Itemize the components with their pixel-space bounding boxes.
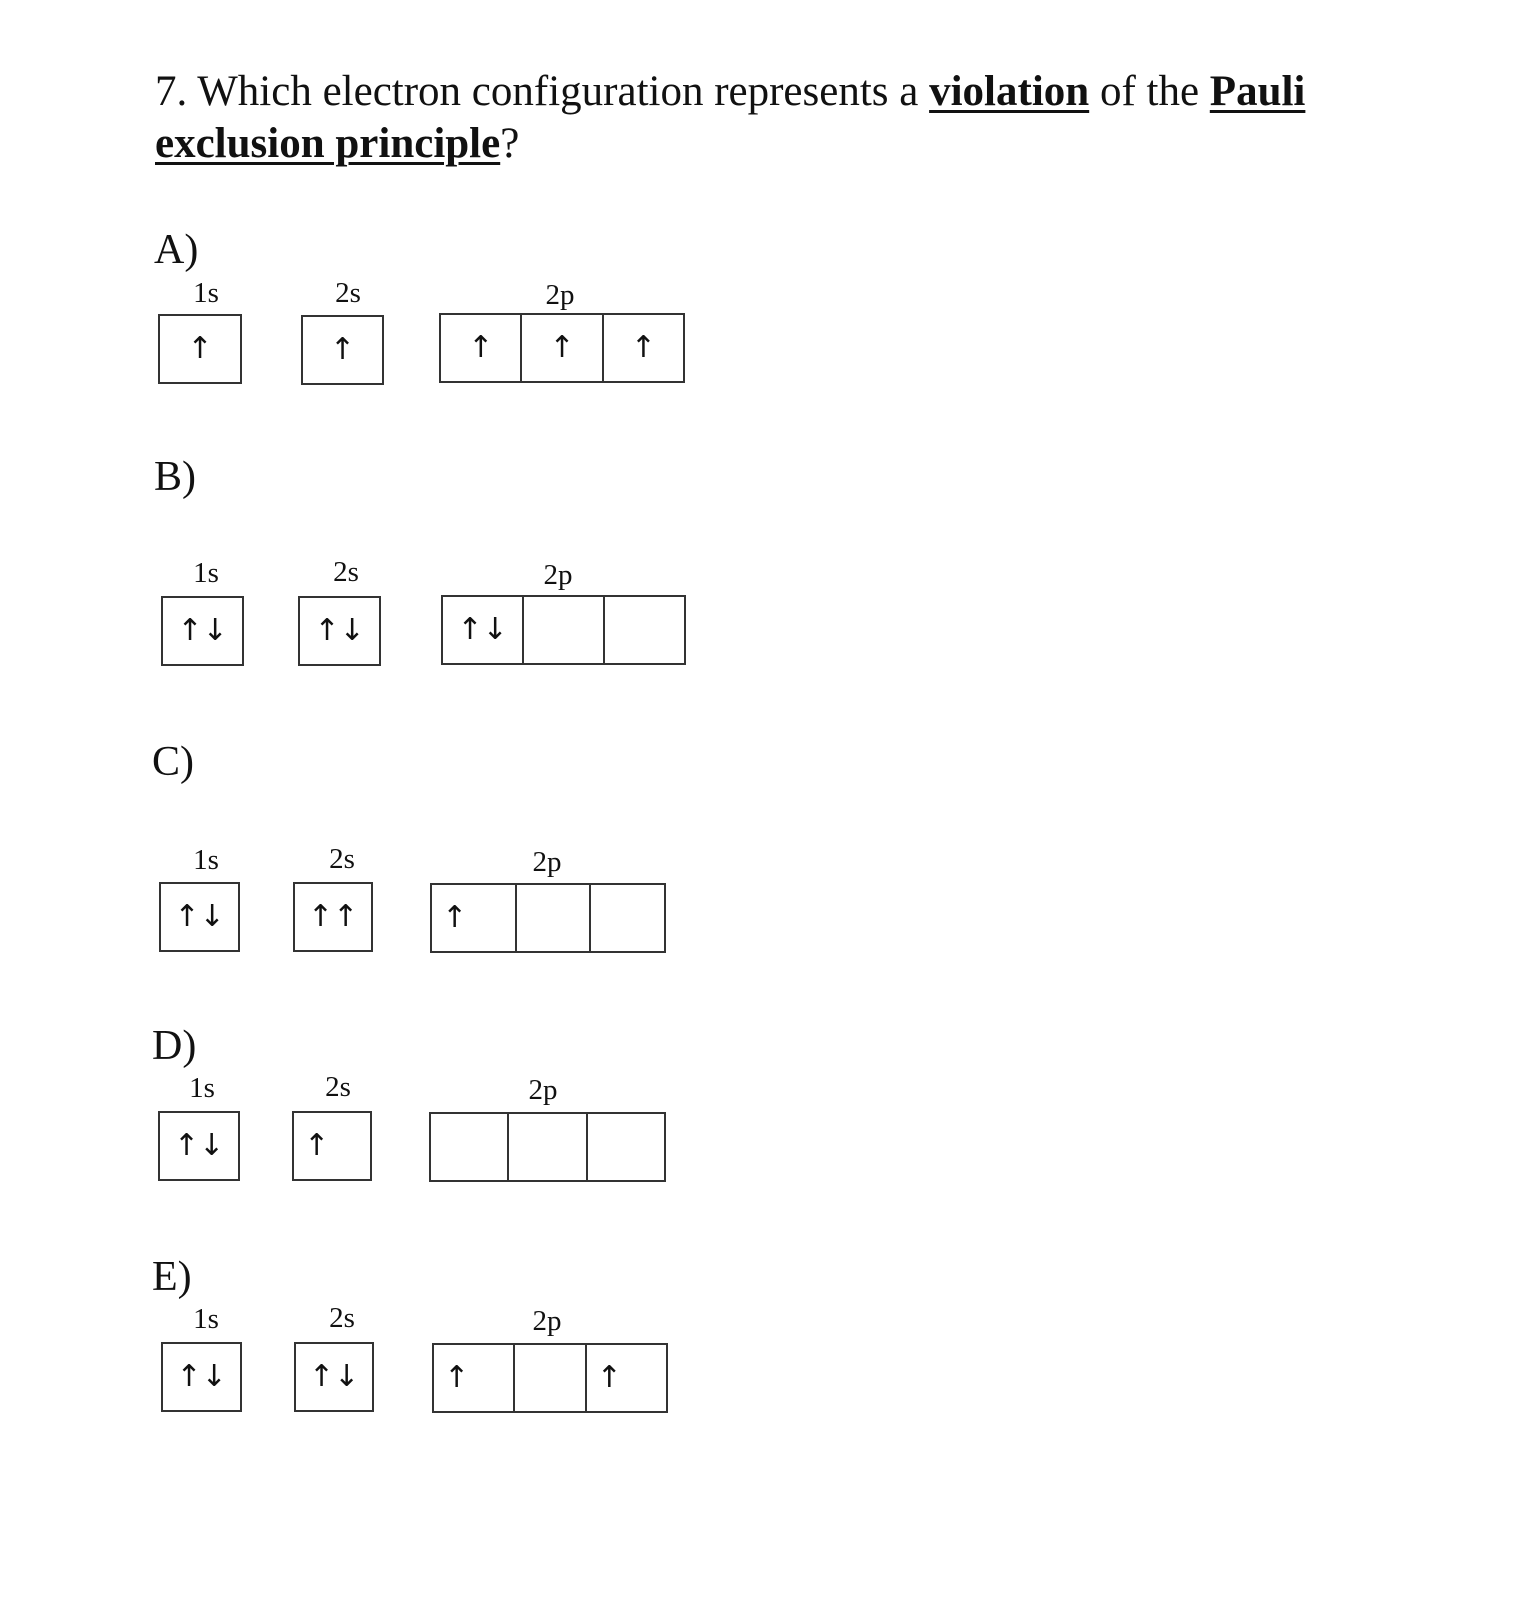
- question-end: ?: [500, 120, 520, 167]
- option-a-2p-cell-1: ↑: [468, 330, 494, 365]
- option-b-2p-orbital-box: [441, 595, 686, 665]
- option-a-2p-orbital-box: [439, 313, 685, 383]
- option-e-letter: E): [152, 1254, 192, 1300]
- option-b-1s-cell: ↑↓: [177, 613, 228, 648]
- emphasis-violation: violation: [929, 68, 1090, 115]
- option-d-2p-orbital-box: [429, 1112, 666, 1182]
- option-e-2s-label: 2s: [329, 1302, 355, 1334]
- option-a-1s-orbital-box: [158, 314, 242, 384]
- option-c-1s-label: 1s: [193, 844, 219, 876]
- option-d-1s-orbital-box: [158, 1111, 240, 1181]
- option-a-1s-label: 1s: [193, 277, 219, 309]
- option-c-2s-label: 2s: [329, 843, 355, 875]
- option-d-letter: D): [152, 1023, 197, 1069]
- option-b-2s-cell: ↑↓: [314, 613, 365, 648]
- option-c-1s-cell: ↑↓: [174, 899, 225, 934]
- option-b-2s-label: 2s: [333, 556, 359, 588]
- option-c-2p-cell-3: [589, 885, 664, 951]
- option-a-2p-cell-3: ↑: [602, 315, 683, 381]
- option-b-2p-cell-1: ↑↓: [457, 612, 508, 647]
- option-a-2p-label: 2p: [545, 279, 575, 311]
- option-a-2s-cell: ↑: [329, 332, 356, 367]
- option-c-letter: C): [152, 739, 194, 785]
- option-e-1s-cell: ↑↓: [176, 1359, 227, 1394]
- option-b-letter: B): [154, 454, 196, 500]
- option-a-2p-cell-2: ↑: [520, 315, 601, 381]
- option-d-1s-cell: ↑↓: [173, 1128, 225, 1163]
- option-c-1s-orbital-box: [159, 882, 240, 952]
- option-e-1s-label: 1s: [193, 1303, 219, 1335]
- option-a-2s-label: 2s: [335, 277, 361, 309]
- option-d-2p-label: 2p: [528, 1074, 558, 1106]
- option-b-2p-cell-3: [603, 597, 684, 663]
- option-b-1s-label: 1s: [193, 557, 219, 589]
- option-e-2p-orbital-box: [432, 1343, 668, 1413]
- option-d-2s-label: 2s: [325, 1071, 351, 1103]
- option-d-2s-cell: ↑: [304, 1128, 330, 1163]
- question-text: [155, 66, 1405, 170]
- option-e-2p-cell-2: [513, 1345, 584, 1411]
- option-d-2s-orbital-box: [292, 1111, 372, 1181]
- option-c-2p-orbital-box: [430, 883, 666, 953]
- option-e-2p-cell-3: ↑: [585, 1345, 666, 1411]
- option-c-2p-cell-2: [515, 885, 590, 951]
- option-c-2s-cell: ↑↑: [307, 899, 359, 934]
- option-a-letter: A): [154, 227, 199, 273]
- option-a-1s-cell: ↑: [187, 331, 213, 366]
- option-c-2p-label: 2p: [532, 846, 562, 878]
- option-e-2s-orbital-box: [294, 1342, 374, 1412]
- option-c-2p-cell-1: ↑: [442, 900, 468, 935]
- emphasis-pauli-exclusion-principle: Pauli exclusion principle: [155, 68, 1306, 167]
- option-e-2p-label: 2p: [532, 1305, 562, 1337]
- option-c-2s-orbital-box: [293, 882, 373, 952]
- option-e-2p-cell-1: ↑: [444, 1360, 470, 1395]
- option-d-2p-cell-3: [586, 1114, 664, 1180]
- option-b-2p-label: 2p: [543, 559, 573, 591]
- question-number: 7.: [155, 68, 188, 115]
- option-b-1s-orbital-box: [161, 596, 244, 666]
- question-stem: Which electron configuration represents a: [187, 68, 930, 115]
- option-a-2s-orbital-box: [301, 315, 384, 385]
- option-b-2p-cell-2: [522, 597, 603, 663]
- option-e-1s-orbital-box: [161, 1342, 242, 1412]
- option-d-2p-cell-2: [507, 1114, 585, 1180]
- option-b-2s-orbital-box: [298, 596, 381, 666]
- option-d-1s-label: 1s: [189, 1072, 215, 1104]
- option-d-2p-cell-1: [431, 1114, 507, 1180]
- option-e-2s-cell: ↑↓: [308, 1359, 360, 1394]
- question-mid: of the: [1089, 68, 1210, 115]
